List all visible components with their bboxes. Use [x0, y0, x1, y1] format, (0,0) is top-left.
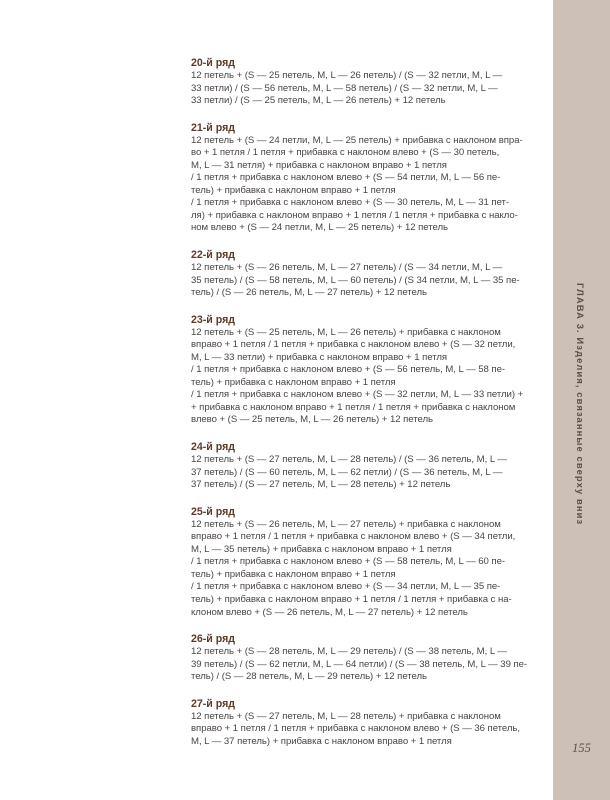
instruction-line: / 1 петля + прибавка с наклоном влево + (S — 30 петель, M, L — 31 пет-	[191, 197, 510, 209]
instruction-line: / 1 петля + прибавка с наклоном влево + (S — 56 петель, M, L — 58 пе-	[191, 364, 506, 376]
instruction-line: / 1 петля + прибавка с наклоном влево + (S — 54 петли, M, L — 56 пе-	[191, 172, 501, 184]
row-heading: 21-й ряд	[191, 121, 236, 134]
instruction-line: 33 петли) / (S — 25 петель, M, L — 26 петель) + 12 петель	[191, 95, 446, 107]
instruction-line: M, L — 31 петля) + прибавка с наклоном вправо + 1 петля	[191, 159, 447, 171]
row-section	[191, 697, 541, 749]
instruction-line: M, L — 37 петель) + прибавка с наклоном вправо + 1 петля	[191, 735, 452, 747]
instruction-line: / 1 петля + прибавка с наклоном влево + (S — 32 петли, M, L — 33 петли) +	[191, 389, 524, 401]
instruction-line: тель) + прибавка с наклоном вправо + 1 петля	[191, 184, 396, 196]
instruction-line: 35 петель) / (S — 58 петель, M, L — 60 петель) / (S 34 петли, M, L — 35 пе-	[191, 274, 520, 286]
row-heading: 24-й ряд	[191, 441, 236, 454]
instruction-line: клоном влево + (S — 26 петель, M, L — 27 петель) + 12 петель	[191, 606, 468, 618]
instruction-line: влево + (S — 25 петель, M, L — 26 петель) + 12 петель	[191, 414, 433, 426]
instruction-line: 39 петель) / (S — 62 петли, M, L — 64 петли) / (S — 38 петель, M, L — 39 пе-	[191, 658, 528, 670]
row-heading: 23-й ряд	[191, 313, 236, 326]
instruction-line: M, L — 35 петель) + прибавка с наклоном вправо + 1 петля	[191, 543, 452, 555]
instruction-line: 12 петель + (S — 27 петель, M, L — 28 петель) / (S — 36 петель, M, L —	[191, 454, 507, 466]
instruction-line: + прибавка с наклоном вправо + 1 петля / 1 петля + прибавка с наклоном	[191, 401, 516, 413]
page-number: 155	[572, 741, 591, 755]
instruction-line: ля) + прибавка с наклоном вправо + 1 петля / 1 петля + прибавка с накло-	[191, 209, 518, 221]
row-heading: 26-й ряд	[191, 633, 236, 646]
instruction-line: M, L — 33 петли) + прибавка с наклоном вправо + 1 петля	[191, 351, 448, 363]
chapter-title-container	[553, 283, 610, 526]
instruction-line: / 1 петля + прибавка с наклоном влево + (S — 34 петли, M, L — 35 пе-	[191, 581, 501, 593]
instruction-line: 12 петель + (S — 25 петель, M, L — 26 петель) + прибавка с наклоном	[191, 326, 501, 338]
row-heading: 25-й ряд	[191, 505, 236, 518]
chapter-title: ГЛАВА 3. Изделия, связанные сверху вниз	[575, 283, 586, 526]
instruction-line: 12 петель + (S — 26 петель, M, L — 27 петель) / (S — 34 петли, M, L —	[191, 262, 503, 274]
row-section	[191, 440, 541, 492]
row-section	[191, 505, 541, 619]
instruction-line: ном влево + (S — 24 петли, M, L — 25 петель) + 12 петель	[191, 222, 448, 234]
instruction-line: тель) + прибавка с наклоном вправо + 1 петля	[191, 376, 396, 388]
instruction-line: тель) + прибавка с наклоном вправо + 1 петля / 1 петля + прибавка с на-	[191, 593, 512, 605]
instruction-line: 12 петель + (S — 24 петли, M, L — 25 петель) + прибавка с наклоном впра-	[191, 134, 523, 146]
page-content	[191, 56, 541, 761]
instruction-line: 12 петель + (S — 25 петель, M, L — 26 петель) / (S — 32 петли, M, L —	[191, 70, 503, 81]
instruction-line: / 1 петля + прибавка с наклоном влево + (S — 58 петель, M, L — 60 пе-	[191, 556, 506, 568]
instruction-line: вправо + 1 петля / 1 петля + прибавка с наклоном влево + (S — 34 петли,	[191, 531, 516, 543]
row-section	[191, 56, 541, 108]
row-section	[191, 313, 541, 427]
instruction-line: 12 петель + (S — 26 петель, M, L — 27 петель) + прибавка с наклоном	[191, 518, 501, 530]
instruction-line: 12 петель + (S — 27 петель, M, L — 28 петель) + прибавка с наклоном	[191, 710, 501, 722]
row-section	[191, 632, 541, 684]
instruction-line: 37 петель) / (S — 60 петель, M, L — 62 петли) / (S — 36 петель, M, L —	[191, 466, 503, 478]
row-heading: 22-й ряд	[191, 249, 236, 262]
instruction-line: 12 петель + (S — 28 петель, M, L — 29 петель) / (S — 38 петель, M, L —	[191, 646, 507, 658]
row-section	[191, 121, 541, 235]
instruction-line: тель) + прибавка с наклоном вправо + 1 петля	[191, 568, 396, 580]
instruction-line: вправо + 1 петля / 1 петля + прибавка с наклоном влево + (S — 32 петли,	[191, 339, 516, 351]
instruction-line: 33 петли) / (S — 56 петель, M, L — 58 петель) / (S — 32 петли, M, L —	[191, 82, 498, 94]
instruction-line: 37 петель) / (S — 27 петель, M, L — 28 петель) + 12 петель	[191, 479, 451, 491]
row-section	[191, 248, 541, 300]
instruction-line: тель) / (S — 26 петель, M, L — 27 петель) + 12 петель	[191, 287, 427, 299]
instruction-line: во + 1 петля / 1 петля + прибавка с наклоном влево + (S — 30 петель,	[191, 147, 500, 159]
instruction-line: тель) / (S — 28 петель, M, L — 29 петель) + 12 петель	[191, 671, 427, 683]
row-heading: 20-й ряд	[191, 57, 236, 69]
row-heading: 27-й ряд	[191, 697, 236, 710]
instruction-line: вправо + 1 петля / 1 петля + прибавка с наклоном влево + (S — 36 петель,	[191, 723, 520, 735]
